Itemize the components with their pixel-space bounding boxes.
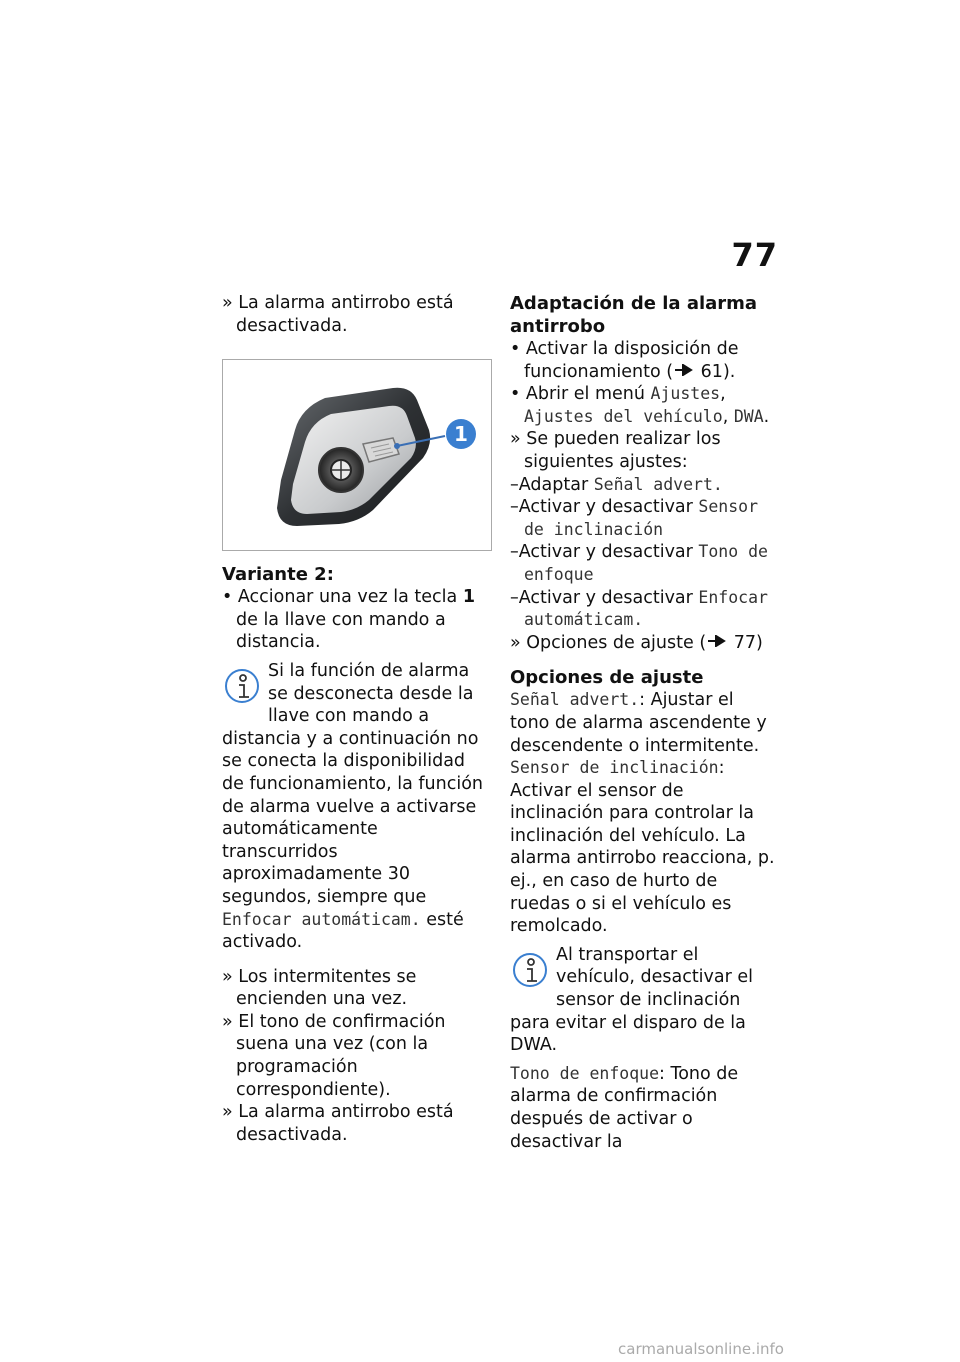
option-item: –Activar y desactivar Sensor de inclinación [510, 497, 759, 539]
option-description: Tono de enfoque: Tono de alarma de confirmación después de activar o desactivar la [510, 1063, 739, 1152]
section-heading: Adaptación de la alarma antirrobo [510, 293, 758, 337]
note-text: Al transportar el vehículo, desactivar el sensor de inclinación para evitar el disparo de la DWA. [510, 944, 754, 1056]
note-text: Si la función de alarma se desconecta desde la llave con mando a distancia y a continuación no se conecta la disponibilidad de funcionamiento, la función de alarma vuelve a activarse automáticamente transcurridos aproximadamente 30 segundos, siempre que Enfocar automáticam. esté activado. [222, 660, 484, 953]
result-item: » Opciones de ajuste ( 77) [510, 632, 763, 653]
key-fob-illustration [223, 360, 491, 550]
option-item: –Adaptar Señal advert. [510, 474, 723, 495]
option-item: –Activar y desactivar Tono de enfoque [510, 542, 768, 584]
info-note [222, 660, 492, 954]
result-item: » La alarma antirrobo está desactivada. [222, 293, 454, 336]
info-icon [222, 664, 264, 706]
key-fob-figure [222, 359, 492, 551]
callout-number: 1 [454, 422, 468, 447]
page-ref-arrow-icon [706, 635, 728, 647]
info-icon [510, 948, 552, 990]
step-item: • Accionar una vez la tecla 1 de la llave con mando a distancia. [222, 587, 476, 653]
page-number: 77 [731, 236, 778, 274]
result-item: » El tono de confirmación suena una vez (con la programación correspondiente). [222, 1011, 446, 1100]
right-column [510, 292, 778, 1153]
variant-heading: Variante 2: [222, 564, 334, 586]
result-item: » Los intermitentes se encienden una vez. [222, 966, 417, 1010]
result-text: La alarma antirrobo está desactivada. [236, 293, 454, 336]
page-ref-arrow-icon [673, 364, 695, 376]
result-item: » La alarma antirrobo está desactivada. [222, 1102, 454, 1145]
options-heading: Opciones de ajuste [510, 667, 704, 689]
step-item: • Activar la disposición de funcionamiento ( 61). [510, 339, 739, 382]
result-item: » Se pueden realizar los siguientes ajustes: [510, 429, 721, 472]
info-note [510, 944, 778, 1057]
watermark: carmanualsonline.info [618, 1340, 784, 1358]
option-item: –Activar y desactivar Enfocar automáticam. [510, 587, 768, 630]
step-item: • Abrir el menú Ajustes, Ajustes del vehículo, DWA. [510, 384, 770, 427]
left-column [222, 292, 492, 1146]
option-description: Sensor de inclinación: Activar el sensor de inclinación para controlar la inclinación del vehículo. La alarma antirrobo reacciona, p. ej., en caso de hurto de ruedas o si el vehículo es remolcado. [510, 758, 775, 937]
option-description: Señal advert.: Ajustar el tono de alarma ascendente y descendente o intermitente. [510, 690, 767, 756]
